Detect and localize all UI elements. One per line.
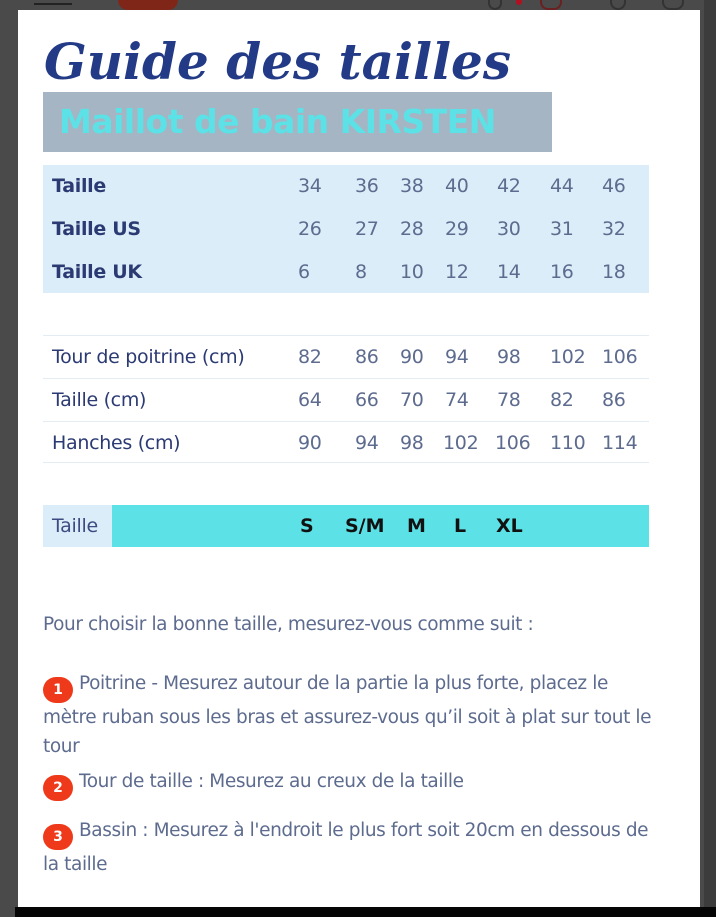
size-guide-title: Guide des tailles <box>44 32 511 91</box>
account-icon <box>610 0 626 10</box>
cell: 42 <box>497 175 521 197</box>
cell: 29 <box>445 218 469 240</box>
cell: 86 <box>355 346 379 368</box>
cell: 98 <box>400 432 424 454</box>
cell: 86 <box>602 389 626 411</box>
cell: 94 <box>445 346 469 368</box>
body-measurements-table <box>43 335 649 465</box>
cell: 114 <box>602 432 638 454</box>
cell: 34 <box>298 175 322 197</box>
cell: 90 <box>298 432 322 454</box>
row-label: Taille (cm) <box>52 389 147 411</box>
row-label: Taille <box>52 515 98 537</box>
cell: 106 <box>602 346 638 368</box>
table-row <box>43 208 649 250</box>
menu-icon <box>34 3 72 5</box>
size-s: S <box>300 515 314 537</box>
cell: 64 <box>298 389 322 411</box>
size-conversion-table <box>43 165 649 293</box>
bottom-edge <box>15 907 716 917</box>
cell: 40 <box>445 175 469 197</box>
cell: 36 <box>355 175 379 197</box>
size-m: M <box>407 515 426 537</box>
cell: 82 <box>550 389 574 411</box>
overlay-backdrop-left <box>0 0 18 917</box>
cell: 16 <box>550 261 574 283</box>
cell: 98 <box>497 346 521 368</box>
overlay-backdrop-right <box>704 0 716 917</box>
compare-icon <box>488 0 502 10</box>
table-row <box>43 165 649 207</box>
cell: 74 <box>445 389 469 411</box>
table-row <box>43 251 649 293</box>
product-name: Maillot de bain KIRSTEN <box>59 102 496 141</box>
cell: 12 <box>445 261 469 283</box>
row-label: Tour de poitrine (cm) <box>52 346 245 368</box>
cell: 110 <box>550 432 586 454</box>
table-row <box>43 378 649 420</box>
cell: 70 <box>400 389 424 411</box>
product-name-banner <box>43 92 552 152</box>
row-label: Taille UK <box>52 261 142 283</box>
cell: 10 <box>400 261 424 283</box>
table-row <box>43 335 649 377</box>
instructions-intro: Pour choisir la bonne taille, mesurez-vous comme suit : <box>43 614 534 635</box>
size-l: L <box>454 515 467 537</box>
row-label: Hanches (cm) <box>52 432 181 454</box>
cell: 14 <box>497 261 521 283</box>
step-number-badge: 3 <box>43 824 73 850</box>
cell: 18 <box>602 261 626 283</box>
cell: 44 <box>550 175 574 197</box>
step-number-badge: 2 <box>43 775 73 801</box>
cell: 90 <box>400 346 424 368</box>
row-label: Taille <box>52 175 106 197</box>
step-number-badge: 1 <box>43 677 73 703</box>
cell: 8 <box>355 261 367 283</box>
step-text: Poitrine - Mesurez autour de la partie la plus forte, placez le mètre ruban sous les bras et assurez-vous qu’il soit à plat sur tout le tour <box>43 673 652 757</box>
cart-icon <box>662 0 684 10</box>
cell: 26 <box>298 218 322 240</box>
size-s-m: S/M <box>345 515 385 537</box>
cell: 27 <box>355 218 379 240</box>
cell: 102 <box>550 346 586 368</box>
instruction-step <box>43 767 663 801</box>
brand-logo <box>118 0 178 10</box>
cell: 6 <box>298 261 310 283</box>
row-label: Taille US <box>52 218 141 240</box>
cell: 66 <box>355 389 379 411</box>
size-xl: XL <box>496 515 523 537</box>
cell: 46 <box>602 175 626 197</box>
cell: 94 <box>355 432 379 454</box>
heart-icon <box>540 0 562 10</box>
table-row <box>43 421 649 463</box>
cell: 28 <box>400 218 424 240</box>
letter-size-row <box>43 505 649 547</box>
notification-dot-icon <box>516 0 522 5</box>
cell: 38 <box>400 175 424 197</box>
cell: 102 <box>443 432 479 454</box>
instruction-step <box>43 816 663 879</box>
cell: 106 <box>495 432 531 454</box>
step-text: Tour de taille : Mesurez au creux de la taille <box>79 771 464 792</box>
cell: 30 <box>497 218 521 240</box>
cell: 82 <box>298 346 322 368</box>
size-guide-modal <box>18 10 700 907</box>
cell: 32 <box>602 218 626 240</box>
instruction-step <box>43 669 663 761</box>
step-text: Bassin : Mesurez à l'endroit le plus fort soit 20cm en dessous de la taille <box>43 820 649 875</box>
cell: 31 <box>550 218 574 240</box>
cell: 78 <box>497 389 521 411</box>
